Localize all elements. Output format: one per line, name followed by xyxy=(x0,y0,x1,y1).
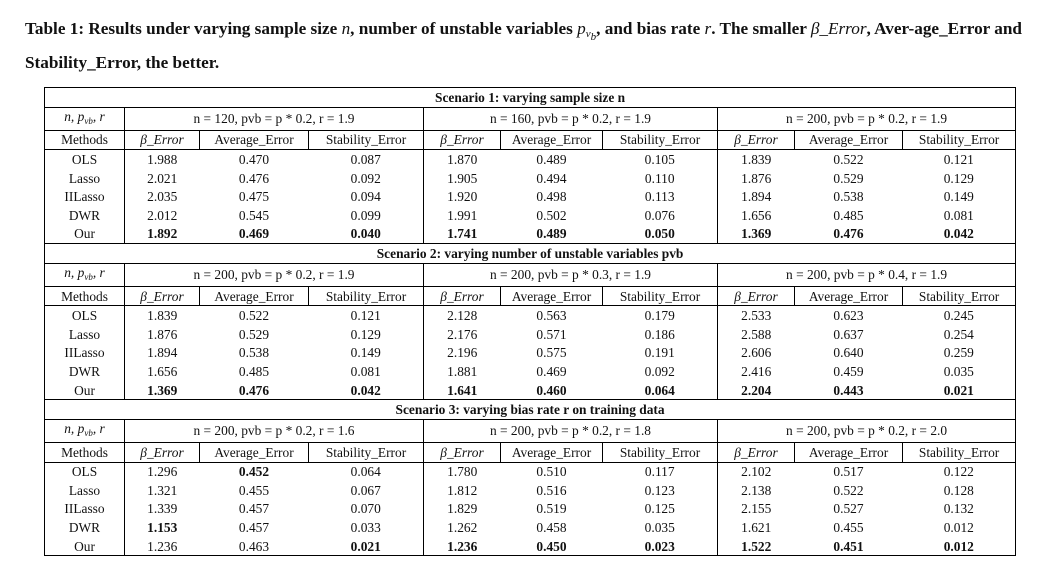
value-cell: 1.656 xyxy=(741,207,772,223)
table-row xyxy=(45,518,1016,537)
beta-error-header: β_Error xyxy=(125,442,200,462)
param-header-tail: , r xyxy=(92,264,105,280)
methods-header: Methods xyxy=(45,130,125,150)
value-cell: 1.876 xyxy=(741,170,772,186)
value-cell: 0.035 xyxy=(903,362,1016,381)
method-name: Lasso xyxy=(45,325,125,344)
table-row xyxy=(45,306,1016,325)
table-row xyxy=(45,344,1016,363)
value-cell: 0.033 xyxy=(309,518,424,537)
value-cell: 1.236 xyxy=(125,537,200,556)
value-cell: 0.519 xyxy=(536,501,567,517)
value-cell: 2.588 xyxy=(741,326,772,342)
value-cell: 0.067 xyxy=(309,481,424,500)
value-cell: 0.121 xyxy=(903,150,1016,169)
value-cell: 0.125 xyxy=(603,500,718,519)
value-cell: 0.455 xyxy=(833,520,864,536)
value-cell: 0.522 xyxy=(833,482,864,498)
value-cell: 0.494 xyxy=(536,170,567,186)
stability-error-header: Stability_Error xyxy=(903,442,1016,462)
setting-header: n = 200, pvb = p * 0.2, r = 1.9 xyxy=(718,107,1016,130)
value-cell: 1.339 xyxy=(147,501,178,517)
table-row xyxy=(45,325,1016,344)
value-cell: 1.741 xyxy=(447,226,478,242)
value-cell: 0.457 xyxy=(238,501,270,517)
value-cell: 0.087 xyxy=(309,150,424,169)
value-cell: 2.606 xyxy=(741,345,772,361)
value-cell: 0.538 xyxy=(833,189,864,205)
value-cell: 2.176 xyxy=(447,326,478,342)
value-cell: 0.469 xyxy=(536,363,567,379)
value-cell: 1.881 xyxy=(447,363,478,379)
value-cell: 0.538 xyxy=(238,345,270,361)
caption-p: p xyxy=(577,19,586,38)
value-cell: 0.149 xyxy=(309,344,424,363)
value-cell: 0.475 xyxy=(238,189,270,205)
value-cell: 0.485 xyxy=(833,207,864,223)
value-cell: 2.155 xyxy=(741,501,772,517)
value-cell: 0.123 xyxy=(603,481,718,500)
value-cell: 2.102 xyxy=(741,464,772,480)
value-cell: 0.179 xyxy=(603,306,718,325)
value-cell: 0.012 xyxy=(903,518,1016,537)
value-cell: 1.894 xyxy=(741,189,772,205)
value-cell: 0.191 xyxy=(603,344,718,363)
value-cell: 0.064 xyxy=(309,462,424,481)
caption-vb xyxy=(585,28,597,43)
value-cell: 0.489 xyxy=(536,226,567,242)
value-cell: 0.064 xyxy=(603,381,718,400)
stability-error-header: Stability_Error xyxy=(903,286,1016,306)
setting-header: n = 200, pvb = p * 0.2, r = 2.0 xyxy=(718,419,1016,442)
value-cell: 1.829 xyxy=(447,501,478,517)
value-cell: 0.545 xyxy=(238,207,270,223)
table-row xyxy=(45,481,1016,500)
caption-text-2: , number of unstable variables xyxy=(350,19,578,38)
value-cell: 1.236 xyxy=(424,537,501,556)
param-header: n, $p_{vb}$, r xyxy=(45,107,125,130)
value-cell: 2.196 xyxy=(447,345,478,361)
average-error-header: Average_Error xyxy=(795,442,903,462)
column-header-row xyxy=(45,286,1016,306)
value-cell: 2.533 xyxy=(741,308,772,324)
value-cell: 0.149 xyxy=(903,187,1016,206)
value-cell: 1.812 xyxy=(447,482,478,498)
method-name: Our xyxy=(45,537,125,556)
param-header-sub: vb xyxy=(84,427,93,438)
value-cell: 0.476 xyxy=(238,382,270,398)
method-name: Lasso xyxy=(45,169,125,188)
value-cell: 0.460 xyxy=(536,382,567,398)
value-cell: 0.455 xyxy=(238,482,270,498)
value-cell: 0.470 xyxy=(238,151,270,167)
value-cell: 0.529 xyxy=(238,326,270,342)
value-cell: 1.839 xyxy=(741,151,772,167)
value-cell: 0.128 xyxy=(903,481,1016,500)
value-cell: 0.529 xyxy=(833,170,864,186)
value-cell: 0.121 xyxy=(309,306,424,325)
param-header-sub: vb xyxy=(84,115,93,126)
value-cell: 0.522 xyxy=(238,308,270,324)
value-cell: 0.527 xyxy=(833,501,864,517)
table-caption xyxy=(25,16,1030,75)
value-cell: 0.012 xyxy=(903,537,1016,556)
column-header-row xyxy=(45,130,1016,150)
table-row xyxy=(45,381,1016,400)
value-cell: 2.138 xyxy=(741,482,772,498)
caption-text-4: . The smaller xyxy=(711,19,811,38)
value-cell: 0.122 xyxy=(903,462,1016,481)
stability-error-header: Stability_Error xyxy=(603,286,718,306)
value-cell: 2.021 xyxy=(147,170,178,186)
stability-error-header: Stability_Error xyxy=(903,130,1016,150)
param-header-sub: vb xyxy=(84,271,93,282)
value-cell: 0.099 xyxy=(309,206,424,225)
value-cell: 0.510 xyxy=(536,464,567,480)
method-name: Our xyxy=(45,225,125,244)
table-row xyxy=(45,225,1016,244)
method-name: DWR xyxy=(45,206,125,225)
method-name: Our xyxy=(45,381,125,400)
value-cell: 0.092 xyxy=(309,169,424,188)
method-name: DWR xyxy=(45,362,125,381)
average-error-header: Average_Error xyxy=(795,286,903,306)
value-cell: 0.259 xyxy=(903,344,1016,363)
value-cell: 0.575 xyxy=(536,345,567,361)
table-row xyxy=(45,500,1016,519)
setting-header: n = 200, pvb = p * 0.2, r = 1.8 xyxy=(424,419,718,442)
value-cell: 0.186 xyxy=(603,325,718,344)
value-cell: 0.571 xyxy=(536,326,567,342)
value-cell: 0.463 xyxy=(200,537,309,556)
value-cell: 0.637 xyxy=(833,326,864,342)
value-cell: 0.094 xyxy=(309,187,424,206)
method-name: OLS xyxy=(45,306,125,325)
average-error-header: Average_Error xyxy=(501,130,603,150)
param-header-tail: , r xyxy=(92,108,105,124)
value-cell: 0.132 xyxy=(903,500,1016,519)
average-error-header: Average_Error xyxy=(501,442,603,462)
beta-error-header: β_Error xyxy=(718,130,795,150)
value-cell: 0.245 xyxy=(903,306,1016,325)
beta-error-header: β_Error xyxy=(424,442,501,462)
table-row xyxy=(45,150,1016,169)
average-error-header: Average_Error xyxy=(501,286,603,306)
caption-text-1: Results under varying sample size xyxy=(84,19,342,38)
value-cell: 0.117 xyxy=(603,462,718,481)
value-cell: 1.621 xyxy=(741,520,772,536)
value-cell: 0.469 xyxy=(238,226,270,242)
param-header: n, $p_{vb}$, r xyxy=(45,263,125,286)
methods-header: Methods xyxy=(45,442,125,462)
stability-error-header: Stability_Error xyxy=(309,130,424,150)
value-cell: 2.128 xyxy=(447,308,478,324)
beta-error-header: β_Error xyxy=(424,130,501,150)
scenario-title-row xyxy=(45,244,1016,264)
value-cell: 0.129 xyxy=(309,325,424,344)
value-cell: 2.035 xyxy=(147,189,178,205)
scenario-title: Scenario 3: varying bias rate r on training data xyxy=(45,400,1016,420)
value-cell: 1.905 xyxy=(447,170,478,186)
value-cell: 0.050 xyxy=(603,225,718,244)
value-cell: 0.459 xyxy=(833,363,864,379)
value-cell: 0.443 xyxy=(833,382,864,398)
average-error-header: Average_Error xyxy=(200,442,309,462)
value-cell: 2.204 xyxy=(741,382,772,398)
scenario-title-row xyxy=(45,88,1016,108)
caption-beta-error: β_Error xyxy=(810,19,867,38)
beta-error-header: β_Error xyxy=(125,130,200,150)
caption-vb-v: v xyxy=(585,28,591,40)
value-cell: 0.452 xyxy=(238,464,270,480)
value-cell: 1.892 xyxy=(147,226,178,242)
method-name: OLS xyxy=(45,150,125,169)
value-cell: 1.369 xyxy=(741,226,772,242)
param-header-tail: , r xyxy=(92,420,105,436)
value-cell: 1.321 xyxy=(147,482,178,498)
value-cell: 0.623 xyxy=(833,308,864,324)
scenario-title-row xyxy=(45,400,1016,420)
value-cell: 1.296 xyxy=(147,464,178,480)
method-name: DWR xyxy=(45,518,125,537)
beta-error-header: β_Error xyxy=(424,286,501,306)
caption-n: n xyxy=(341,19,351,38)
setting-header: n = 200, pvb = p * 0.3, r = 1.9 xyxy=(424,263,718,286)
table-row xyxy=(45,187,1016,206)
average-error-header: Average_Error xyxy=(200,130,309,150)
method-name: Lasso xyxy=(45,481,125,500)
value-cell: 0.640 xyxy=(833,345,864,361)
value-cell: 1.876 xyxy=(147,326,178,342)
method-name: IILasso xyxy=(45,187,125,206)
param-header: n, $p_{vb}$, r xyxy=(45,419,125,442)
value-cell: 1.839 xyxy=(147,308,178,324)
value-cell: 1.153 xyxy=(147,520,178,536)
average-error-header: Average_Error xyxy=(200,286,309,306)
value-cell: 0.254 xyxy=(903,325,1016,344)
value-cell: 0.042 xyxy=(903,225,1016,244)
setting-header: n = 160, pvb = p * 0.2, r = 1.9 xyxy=(424,107,718,130)
column-header-row xyxy=(45,442,1016,462)
average-error-header: Average_Error xyxy=(795,130,903,150)
setting-header: n = 200, pvb = p * 0.2, r = 1.6 xyxy=(125,419,424,442)
value-cell: 0.129 xyxy=(903,169,1016,188)
settings-row xyxy=(45,263,1016,286)
value-cell: 2.012 xyxy=(147,207,178,223)
caption-text-5: , Aver-age_Error and Stability_Error, the better. xyxy=(25,19,1022,72)
table-row xyxy=(45,462,1016,481)
caption-vb-sub: b xyxy=(590,31,597,43)
method-name: IILasso xyxy=(45,500,125,519)
value-cell: 1.780 xyxy=(447,464,478,480)
value-cell: 1.991 xyxy=(447,207,478,223)
scenario-title: Scenario 1: varying sample size n xyxy=(45,88,1016,108)
value-cell: 0.070 xyxy=(309,500,424,519)
value-cell: 0.113 xyxy=(603,187,718,206)
value-cell: 0.035 xyxy=(603,518,718,537)
caption-label: Table 1: xyxy=(25,19,85,38)
value-cell: 0.450 xyxy=(501,537,603,556)
methods-header: Methods xyxy=(45,286,125,306)
value-cell: 1.262 xyxy=(447,520,478,536)
stability-error-header: Stability_Error xyxy=(603,442,718,462)
value-cell: 0.458 xyxy=(536,520,567,536)
settings-row xyxy=(45,419,1016,442)
beta-error-header: β_Error xyxy=(718,286,795,306)
method-name: OLS xyxy=(45,462,125,481)
value-cell: 0.502 xyxy=(536,207,567,223)
method-name: IILasso xyxy=(45,344,125,363)
value-cell: 0.517 xyxy=(833,464,864,480)
value-cell: 0.516 xyxy=(536,482,567,498)
value-cell: 0.457 xyxy=(238,520,270,536)
value-cell: 0.076 xyxy=(603,206,718,225)
value-cell: 0.563 xyxy=(536,308,567,324)
table-row xyxy=(45,169,1016,188)
value-cell: 0.081 xyxy=(309,362,424,381)
value-cell: 0.081 xyxy=(903,206,1016,225)
table-row xyxy=(45,206,1016,225)
caption-text-3: , and bias rate xyxy=(596,19,705,38)
stability-error-header: Stability_Error xyxy=(309,286,424,306)
value-cell: 0.522 xyxy=(833,151,864,167)
value-cell: 0.476 xyxy=(833,226,864,242)
value-cell: 0.110 xyxy=(603,169,718,188)
value-cell: 0.489 xyxy=(536,151,567,167)
value-cell: 0.023 xyxy=(603,537,718,556)
value-cell: 2.416 xyxy=(741,363,772,379)
value-cell: 1.522 xyxy=(718,537,795,556)
value-cell: 0.451 xyxy=(795,537,903,556)
stability-error-header: Stability_Error xyxy=(603,130,718,150)
table-row xyxy=(45,362,1016,381)
value-cell: 0.040 xyxy=(309,225,424,244)
value-cell: 0.042 xyxy=(309,381,424,400)
beta-error-header: β_Error xyxy=(125,286,200,306)
value-cell: 1.920 xyxy=(447,189,478,205)
results-table xyxy=(44,87,1016,556)
setting-header: n = 200, pvb = p * 0.4, r = 1.9 xyxy=(718,263,1016,286)
value-cell: 1.369 xyxy=(147,382,178,398)
value-cell: 1.988 xyxy=(147,151,178,167)
stability-error-header: Stability_Error xyxy=(309,442,424,462)
setting-header: n = 200, pvb = p * 0.2, r = 1.9 xyxy=(125,263,424,286)
value-cell: 0.021 xyxy=(903,381,1016,400)
value-cell: 1.894 xyxy=(147,345,178,361)
value-cell: 0.021 xyxy=(309,537,424,556)
value-cell: 0.092 xyxy=(603,362,718,381)
value-cell: 0.485 xyxy=(238,363,270,379)
settings-row xyxy=(45,107,1016,130)
results-table-body xyxy=(45,88,1016,556)
scenario-title: Scenario 2: varying number of unstable variables pvb xyxy=(45,244,1016,264)
value-cell: 0.476 xyxy=(238,170,270,186)
value-cell: 1.870 xyxy=(447,151,478,167)
value-cell: 1.656 xyxy=(147,363,178,379)
caption-r: r xyxy=(704,19,712,38)
value-cell: 0.498 xyxy=(536,189,567,205)
setting-header: n = 120, pvb = p * 0.2, r = 1.9 xyxy=(125,107,424,130)
value-cell: 0.105 xyxy=(603,150,718,169)
table-row xyxy=(45,537,1016,556)
beta-error-header: β_Error xyxy=(718,442,795,462)
value-cell: 1.641 xyxy=(447,382,478,398)
